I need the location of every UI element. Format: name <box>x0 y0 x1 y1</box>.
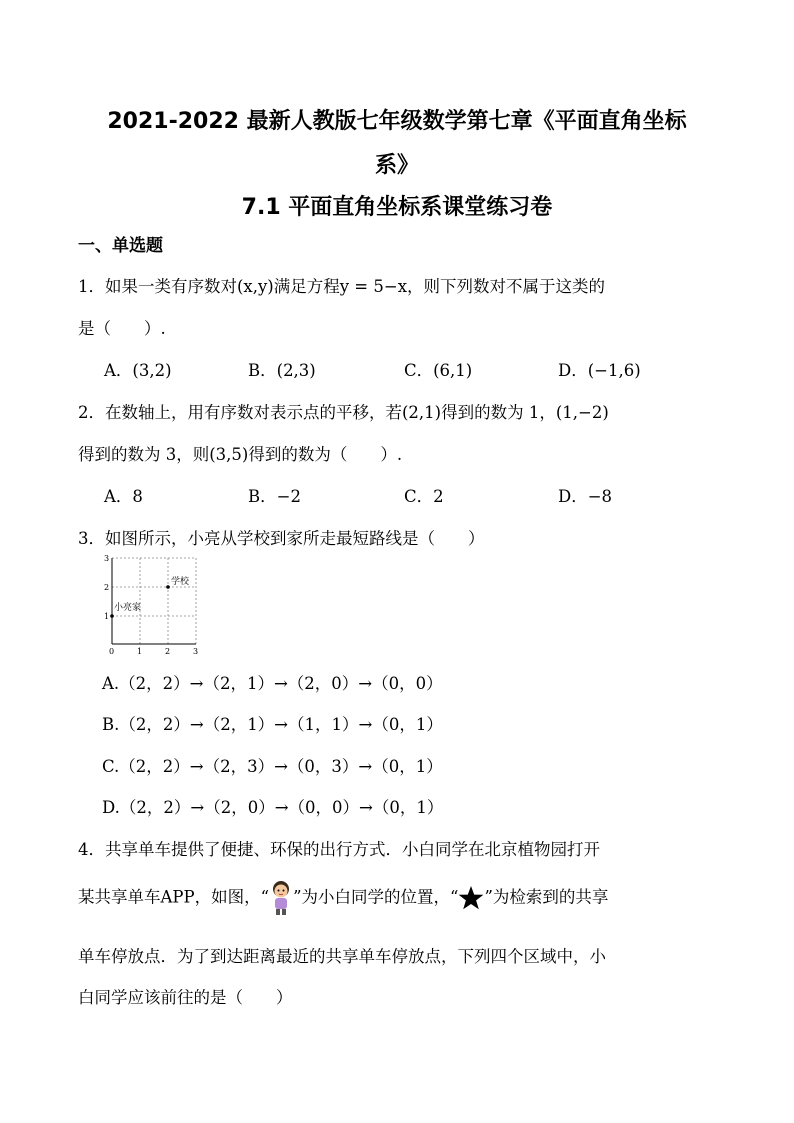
y-tick-1: 1 <box>104 612 110 621</box>
school-point <box>166 585 170 589</box>
q4-stem-part-c: ”为检索到的共享 <box>484 887 609 907</box>
q3-option-c: C.（2，2）→（2，3）→（0，3）→（0，1） <box>102 757 443 776</box>
q3-stem: 3．如图所示，小亮从学校到家所走最短路线是（ ） <box>78 529 485 548</box>
q2-option-b: B．−2 <box>248 487 301 506</box>
q4-stem-line-1: 4．共享单车提供了便捷、环保的出行方式．小白同学在北京植物园打开 <box>78 840 600 859</box>
school-label: 学校 <box>171 577 190 587</box>
x-tick-3: 3 <box>193 647 199 656</box>
home-point <box>110 614 114 618</box>
q1-option-d: D．(−1,6) <box>558 361 641 380</box>
q4-stem-line-2 <box>78 880 608 916</box>
x-tick-0: 0 <box>109 647 115 656</box>
q3-option-b: B.（2，2）→（2，1）→（1，1）→（0，1） <box>102 715 443 734</box>
q2-stem-line-2: 得到的数为 3，则(3,5)得到的数为（ ）. <box>78 445 403 464</box>
q2-stem-line-1: 2．在数轴上，用有序数对表示点的平移，若(2,1)得到的数为 1，(1,−2) <box>78 403 609 422</box>
q1-option-a: A．(3,2) <box>104 361 172 380</box>
q1-stem-line-1: 1．如果一类有序数对(x,y)满足方程y = 5−x，则下列数对不属于这类的 <box>78 277 606 296</box>
y-tick-3: 3 <box>104 554 110 563</box>
star-icon <box>458 885 484 911</box>
student-icon <box>269 880 293 916</box>
q1-option-c: C．(6,1) <box>404 361 473 380</box>
y-tick-2: 2 <box>104 583 110 592</box>
q2-option-d: D．−8 <box>558 487 613 506</box>
x-tick-2: 2 <box>165 647 171 656</box>
x-tick-1: 1 <box>137 647 143 656</box>
home-label: 小亮家 <box>114 603 142 613</box>
q1-option-b: B．(2,3) <box>248 361 316 380</box>
q3-grid-figure <box>100 552 210 656</box>
q4-stem-line-4: 白同学应该前往的是（ ） <box>78 988 293 1007</box>
q2-option-a: A．8 <box>104 487 143 506</box>
q1-stem-line-2: 是（ ）. <box>78 319 166 338</box>
section-heading: 一、单选题 <box>78 236 163 256</box>
title-line-3: 7.1 平面直角坐标系课堂练习卷 <box>241 195 553 220</box>
q4-stem-line-3: 单车停放点．为了到达距离最近的共享单车停放点，下列四个区域中，小 <box>78 947 606 966</box>
q3-option-a: A.（2，2）→（2，1）→（2，0）→（0，0） <box>102 674 443 693</box>
q4-stem-part-a: 某共享单车APP，如图，“ <box>78 887 270 907</box>
title-line-1: 2021-2022 最新人教版七年级数学第七章《平面直角坐标 <box>107 109 687 134</box>
title-line-2: 系》 <box>374 153 419 178</box>
q2-option-c: C．2 <box>404 487 444 506</box>
q4-stem-part-b: ”为小白同学的位置，“ <box>293 887 459 907</box>
q3-option-d: D.（2，2）→（2，0）→（0，0）→（0，1） <box>102 798 444 817</box>
